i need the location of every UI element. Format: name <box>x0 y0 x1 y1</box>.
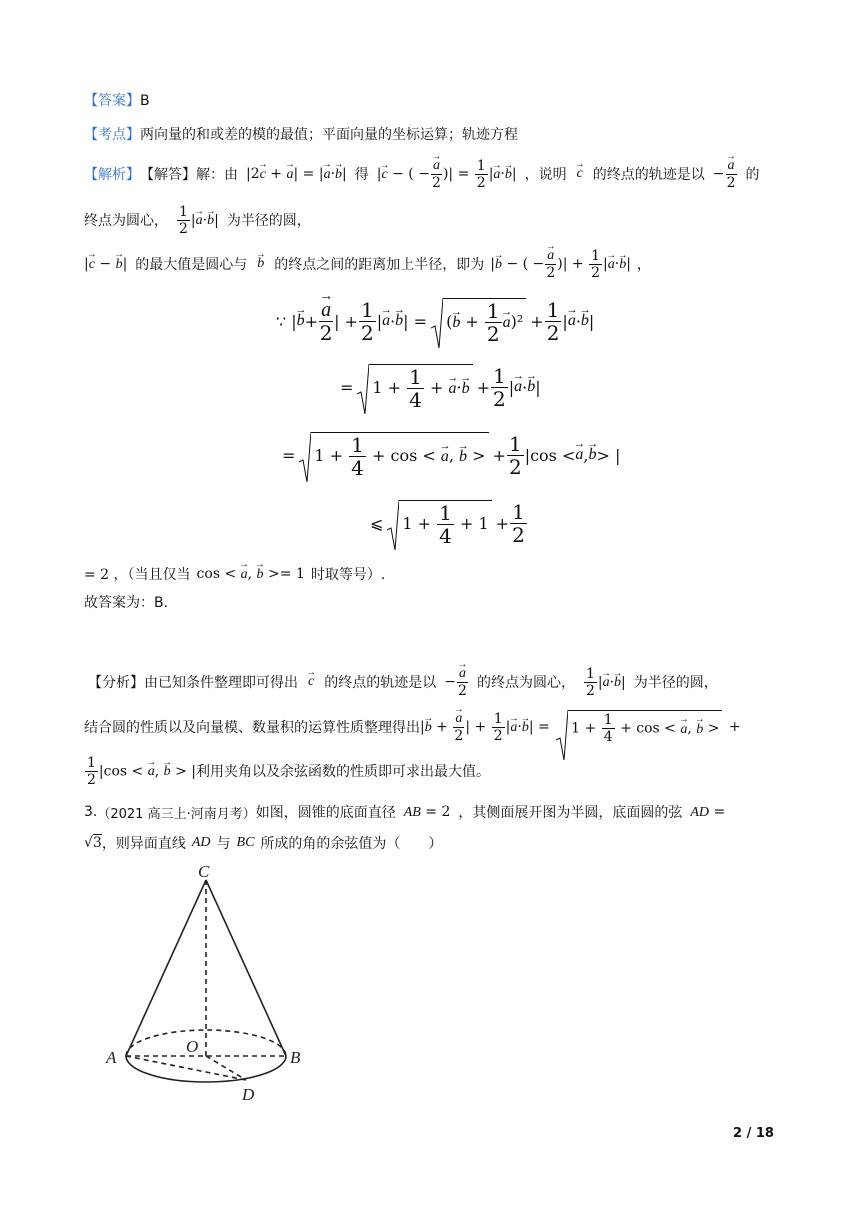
solution-line-1 <box>84 156 760 192</box>
derivation-line-2: = 1 + $\frac{1}{4}$ + → a·→ b + $\frac{1}{2}$ | → a · → b | <box>340 360 541 414</box>
formula-distance: |→ b − ( − → $\frac{a}{2}$ )| + $\frac{1}{2}$ |→ a·→ b| <box>490 248 631 280</box>
question-number: 3. <box>84 804 98 820</box>
formula-cb: |→ c − → b| <box>84 256 127 273</box>
topic-value: 两向量的和或差的模的最值；平面向量的坐标运算；轨迹方程 <box>140 127 518 143</box>
page-number: 2 / 18 <box>733 1126 774 1141</box>
formula-summary: |→ b + → $\frac{a}{2}$ | + $\frac{1}{2}$ |→ a·→ b| = 1 + $\frac{1}{4}$ + cos < → a, → b > + <box>420 710 741 744</box>
label-d: D <box>242 1085 255 1104</box>
label-c: C <box>198 862 210 881</box>
line-ad: AD <box>191 835 211 850</box>
question-text-e: 所成的角的余弦值为（ ） <box>260 836 443 852</box>
vec-c: → c <box>577 166 583 182</box>
formula-sqrt3: √3 <box>84 835 102 851</box>
vec-b: → b <box>257 256 264 272</box>
text-distance: 的终点之间的距离加上半径，即为 <box>274 257 485 273</box>
text-final: = 2 ，（当且仅当 <box>84 567 191 583</box>
chord-ad <box>126 1056 246 1080</box>
topic-line <box>84 124 518 144</box>
analysis-tag: 【分析】 <box>88 675 144 691</box>
label-o: O <box>186 1037 199 1056</box>
analysis-line-3 <box>84 754 490 788</box>
formula-center: − → $\frac{a}{2}$ <box>713 158 738 190</box>
text-radius: 为半径的圆， <box>226 213 311 229</box>
label-a: A <box>106 1048 117 1067</box>
text-max: 的最大值是圆心与 <box>135 257 248 273</box>
answer-line <box>84 90 150 110</box>
formula-condition: |2→ c + → a| = |→ a·→ b| <box>246 166 347 183</box>
analysis-text-b: 的终点的轨迹是以 <box>324 675 437 691</box>
solution-line-2 <box>84 202 311 238</box>
formula-circle: |→ c − ( − → $\frac{a}{2}$ )| = $\frac{1}{2}$ |→ a·→ b| <box>377 158 517 190</box>
formula-radius-2: $\frac{1}{2}$ |→ a·→ b| <box>583 667 626 698</box>
formula-ab: AB = 2 <box>403 803 451 820</box>
question-line-1 <box>84 800 725 824</box>
answer-tag: 【答案】 <box>84 93 140 109</box>
base-front-arc <box>126 1056 286 1082</box>
question-text-d: 与 <box>216 836 231 852</box>
topic-tag: 【考点】 <box>84 127 140 143</box>
formula-cos-half: $\frac{1}{2}$ |cos < → a, → b > | <box>84 756 196 787</box>
label-b: B <box>290 1048 301 1067</box>
question-text-a: 如图，圆锥的底面直径 <box>255 805 396 821</box>
solution-line-3 <box>84 246 651 282</box>
derivation-line-3: = 1 + $\frac{1}{4}$ + cos < → a, → b > + $\frac{1}{2}$ |cos < → a , → b > | <box>282 428 620 482</box>
analysis-line-1 <box>88 664 718 700</box>
line-bc: BC <box>236 835 255 850</box>
cone-figure <box>100 860 330 1110</box>
analysis-text-d: 为半径的圆， <box>633 675 718 691</box>
analysis-text-f: 利用夹角以及余弦函数的性质即可求出最大值。 <box>196 764 490 780</box>
text-equal-cond: 时取等号）. <box>310 567 386 583</box>
analysis-line-2 <box>84 706 741 748</box>
final-equality <box>84 562 385 586</box>
text-center: 终点为圆心， <box>84 213 168 229</box>
answer-value: B <box>140 93 150 109</box>
formula-cos-eq: cos < → a, → b >= 1 <box>197 566 305 583</box>
solution-tag2: 【解答】解：由 <box>140 167 238 183</box>
analysis-text-e: 结合圆的性质以及向量模、数量积的运算性质整理得出 <box>84 720 420 736</box>
analysis-text-c: 的终点为圆心， <box>476 675 575 691</box>
text-de: 得 <box>354 167 369 183</box>
formula-center-2: − → $\frac{a}{2}$ <box>444 666 469 698</box>
conclusion: 故答案为：B. <box>84 595 169 611</box>
text-de2: 的 <box>745 167 760 183</box>
question-line-2 <box>84 830 442 856</box>
question-text-c: ，则异面直线 <box>101 836 186 852</box>
text-zhongdian: 的终点的轨迹是以 <box>592 167 705 183</box>
text-comma: ， <box>636 257 651 273</box>
analysis-text-a: 由已知条件整理即可得出 <box>144 675 298 691</box>
derivation-line-4: ⩽ 1 + $\frac{1}{4}$ + 1 + $\frac{1}{2}$ <box>370 499 525 548</box>
formula-radius: $\frac{1}{2}$ |→ a·→ b| <box>176 205 219 236</box>
solution-tag: 【解析】 <box>84 167 140 183</box>
vec-c-2: → c <box>308 674 314 690</box>
question-text-b: ，其侧面展开图为半圆，底面圆的弦 <box>458 805 683 821</box>
question-source: （2021 高三上·河南月考） <box>97 806 256 822</box>
formula-ad: AD = <box>690 803 726 820</box>
derivation-line-1: ∵ | → b + → $\frac{a}{2}$ | + $\frac{1}{2}$ | → a · → b | = (→ b + $\frac{1}{2}$ → a)² + $\frac{1}{2}$ | → a · → b | <box>276 294 594 348</box>
text-shuoming: ，说明 <box>524 167 567 183</box>
